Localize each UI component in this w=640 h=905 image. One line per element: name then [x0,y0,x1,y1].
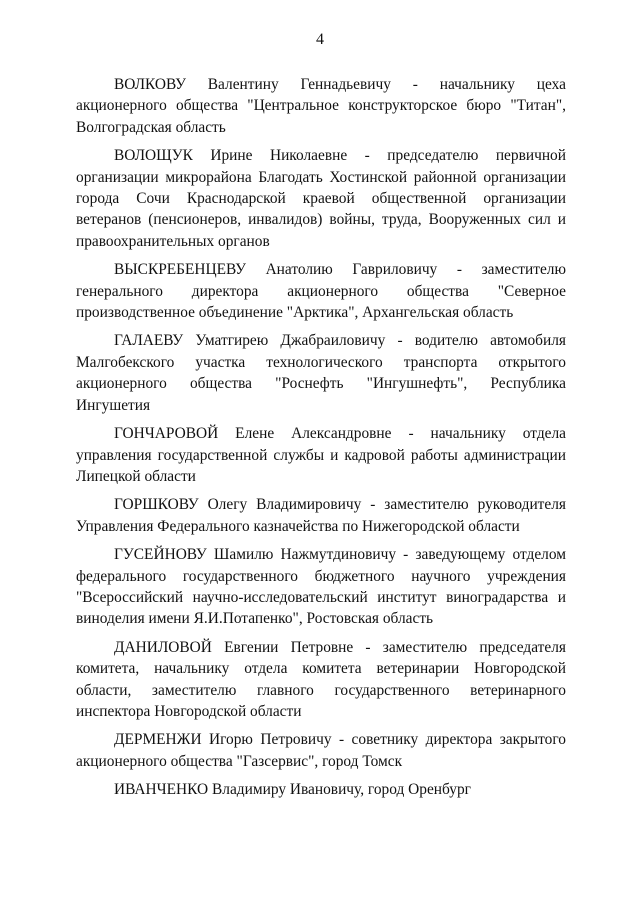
award-recipients-list [76,74,566,808]
recipient-paragraph: ГОНЧАРОВОЙ Елене Александровне - начальнику отдела управления государственной службы и кадровой работы администрации Липецкой области [76,425,566,485]
recipient-paragraph: ВОЛОЩУК Ирине Николаевне - председателю первичной организации микрорайона Благодать Хостинской районной организации города Сочи Краснодарской краевой общественной организации ветеранов (пенсионеров, инвалидов) войны, труда, Вооруженных сил и правоохранительных органов [76,147,566,250]
page-number: 4 [316,31,324,48]
recipient-paragraph: ВЫСКРЕБЕНЦЕВУ Анатолию Гавриловичу - заместителю генерального директора акционерного общества "Северное производственное объединение "Арктика", Архангельская область [76,261,566,322]
recipient-paragraph: ИВАНЧЕНКО Владимиру Ивановичу, город Оренбург [114,781,471,799]
recipient-paragraph: ДАНИЛОВОЙ Евгении Петровне - заместителю председателя комитета, начальнику отдела комитета ветеринарии Новгородской области, заместителю главного государственного ветеринарного инспектора Новгородской области [76,638,566,720]
recipient-paragraph: ГУСЕЙНОВУ Шамилю Нажмутдиновичу - заведующему отделом федерального государственного бюджетного научного учреждения "Всероссийский научно-исследовательский институт виноградарства и виноделия имени Я.И.Потапенко", Ростовская область [76,546,566,628]
recipient-paragraph: ВОЛКОВУ Валентину Геннадьевичу - начальнику цеха акционерного общества "Центральное конструкторское бюро "Титан", Волгоградская область [76,76,566,136]
recipient-paragraph: ГОРШКОВУ Олегу Владимировичу - заместителю руководителя Управления Федерального казначейства по Нижегородской области [76,496,566,535]
recipient-paragraph: ДЕРМЕНЖИ Игорю Петровичу - советнику директора закрытого акционерного общества "Газсервис", город Томск [76,731,566,770]
recipient-paragraph: ГАЛАЕВУ Уматгирею Джабраиловичу - водителю автомобиля Малгобекского участка технологического транспорта открытого акционерного общества "Роснефть "Ингушнефть", Республика Ингушетия [76,332,566,414]
